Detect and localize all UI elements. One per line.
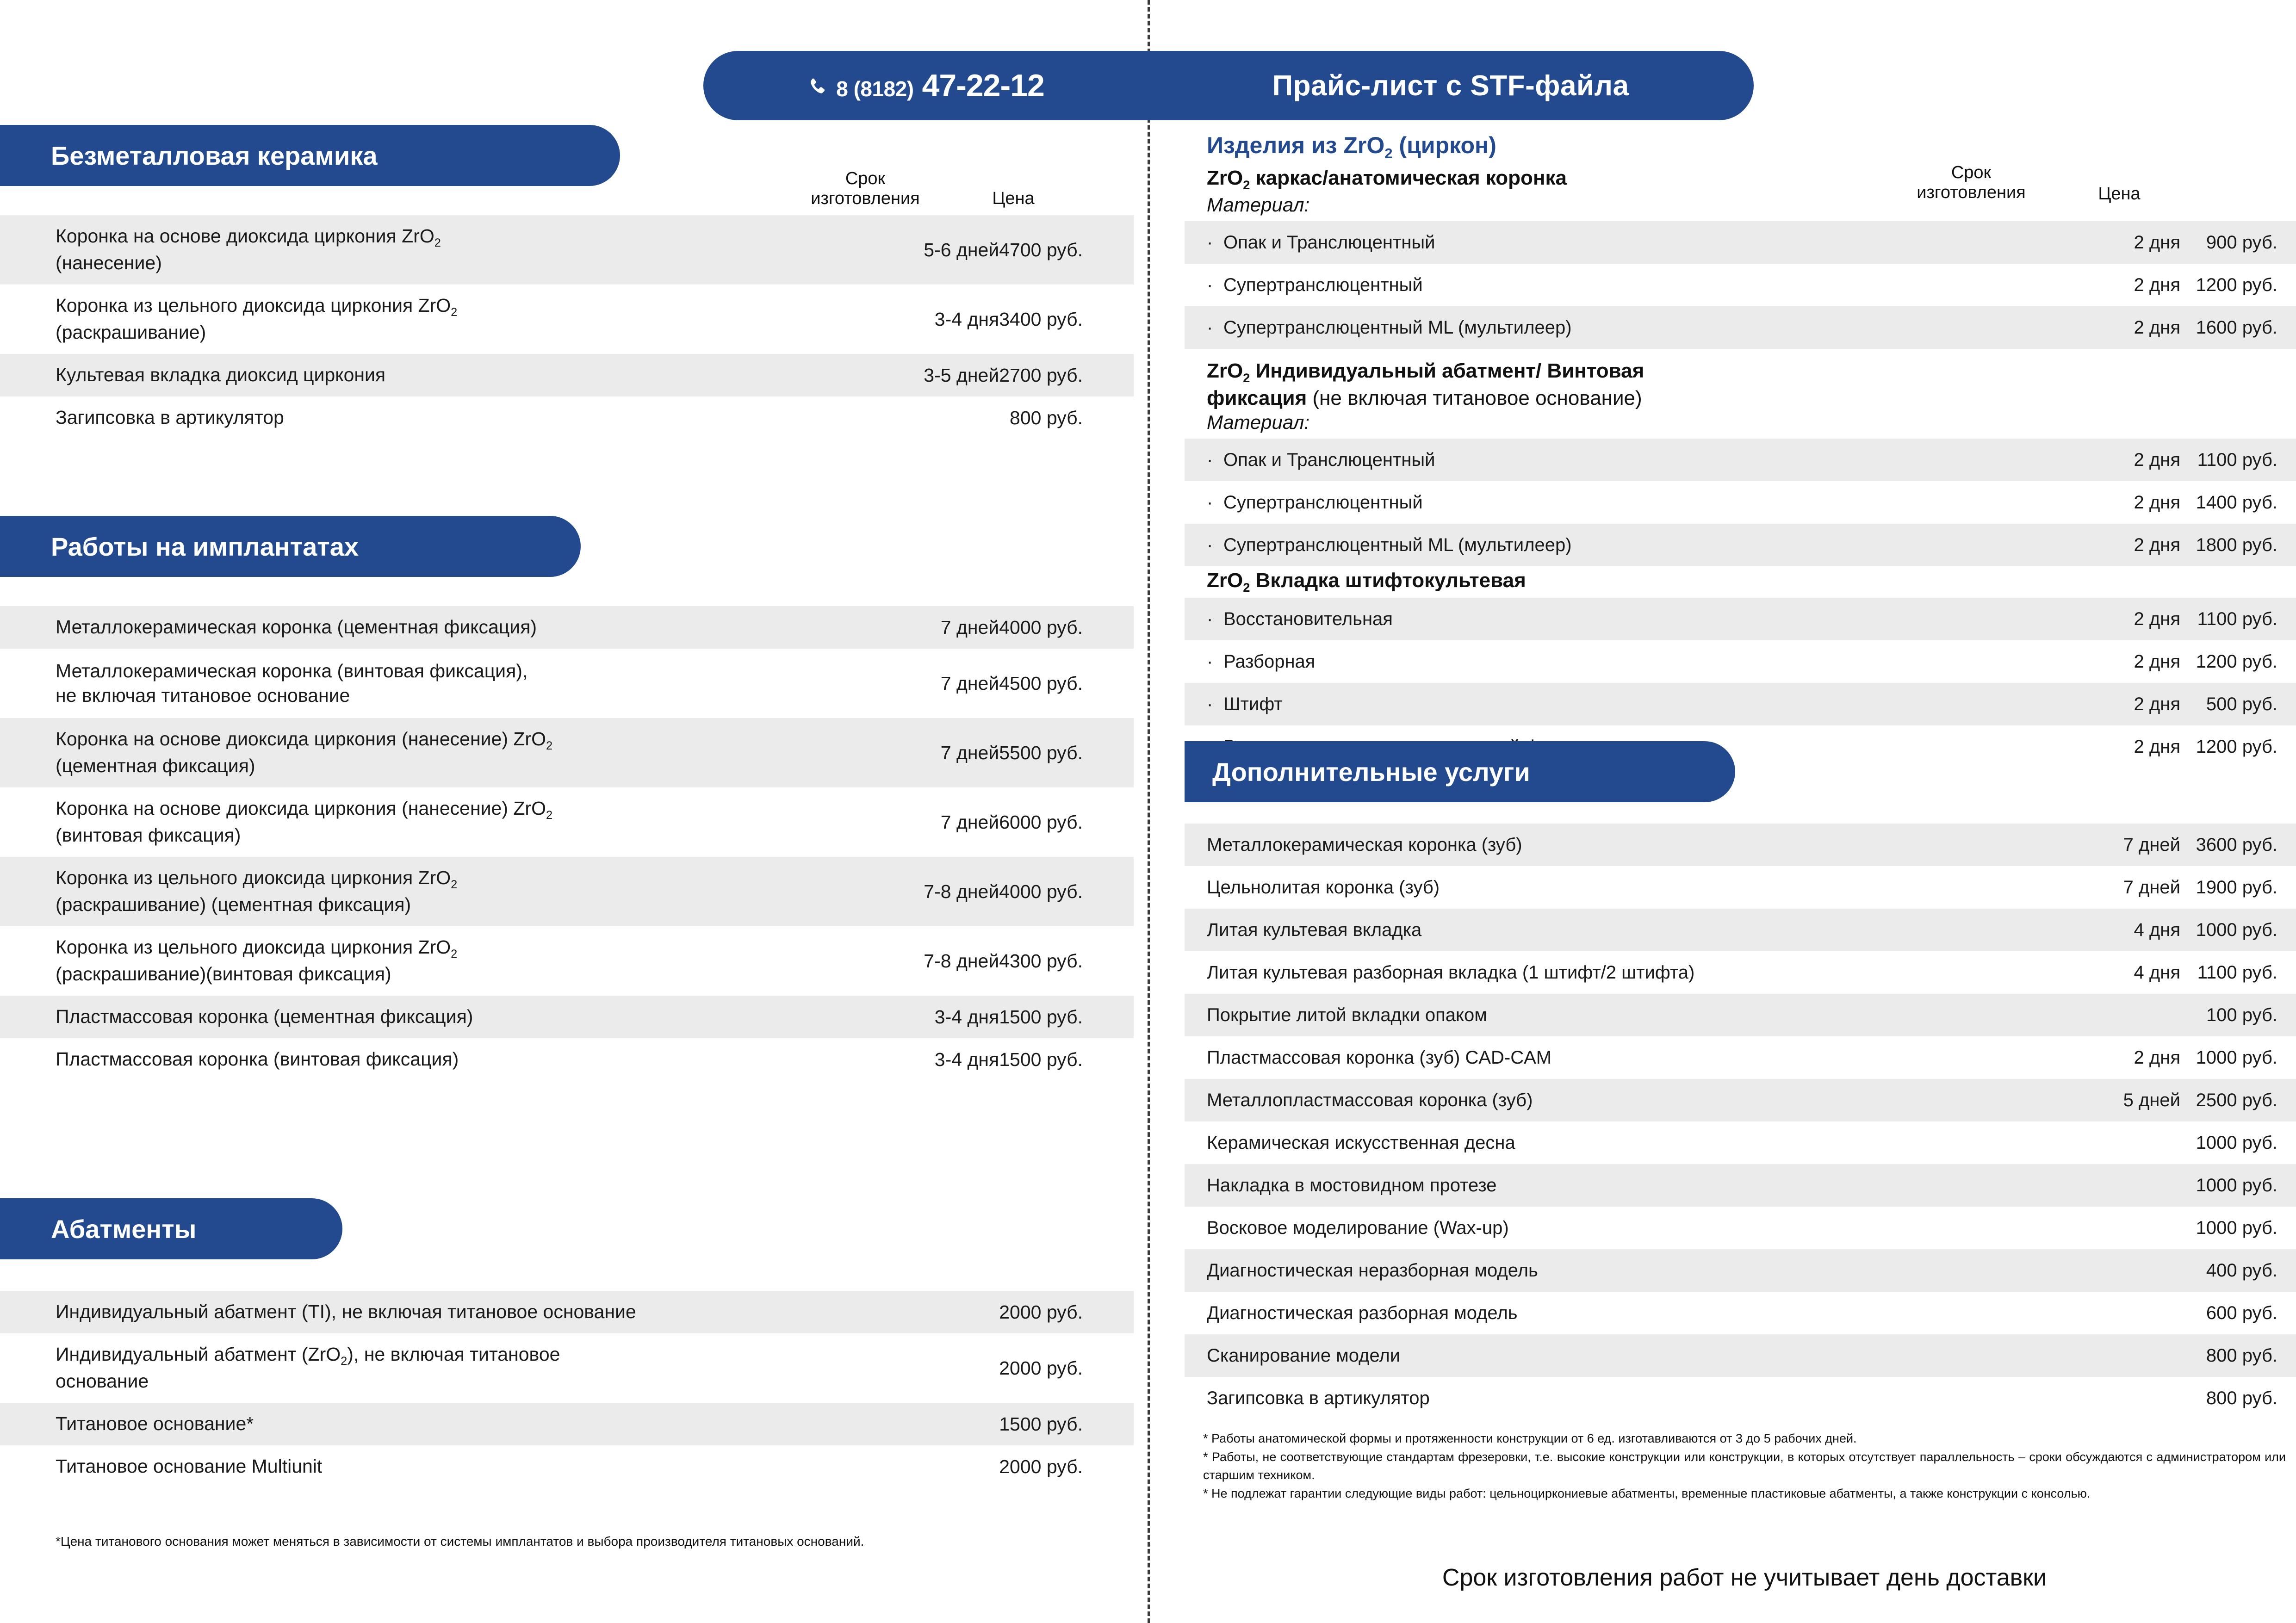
right-column bbox=[1185, 0, 2296, 1623]
page-title: Прайс-лист с STF-файла bbox=[1272, 69, 1629, 102]
row-price: 1200 руб. bbox=[2196, 651, 2277, 672]
row-price: 1000 руб. bbox=[2196, 1217, 2277, 1238]
row-name: Металлокерамическая коронка (зуб) bbox=[1207, 835, 1522, 855]
row-name: Коронка из цельного диоксида циркония ZrO$_2$ (раскрашивание) (цементная фиксация) bbox=[56, 867, 458, 916]
table-row bbox=[0, 926, 1134, 996]
row-term: 2 дня bbox=[2134, 317, 2180, 338]
row-price: 1000 руб. bbox=[2196, 1175, 2277, 1196]
table-row bbox=[0, 718, 1134, 787]
row-name: Загипсовка в артикулятор bbox=[56, 407, 284, 428]
row-name: Пластмассовая коронка (цементная фиксация) bbox=[56, 1006, 473, 1028]
row-price: 6000 руб. bbox=[999, 811, 1083, 833]
zro-group-heading-frame-crown: ZrO$_2$ каркас/анатомическая коронка bbox=[1207, 167, 1567, 192]
row-name: Цельнолитая коронка (зуб) bbox=[1207, 877, 1440, 898]
table-row bbox=[1185, 1121, 2296, 1164]
table-zro-frame-crown bbox=[1185, 221, 2296, 349]
table-row bbox=[1185, 1164, 2296, 1207]
table-row bbox=[0, 1333, 1134, 1403]
row-name: Накладка в мостовидном протезе bbox=[1207, 1175, 1497, 1196]
row-name: Покрытие литой вкладки опаком bbox=[1207, 1005, 1487, 1025]
bullet-icon: · bbox=[1207, 450, 1213, 470]
row-term: 7 дней bbox=[940, 616, 999, 638]
row-term: 2 дня bbox=[2134, 651, 2180, 672]
row-term: 7-8 дней bbox=[924, 880, 999, 902]
table-row bbox=[1185, 306, 2296, 349]
row-price: 1100 руб. bbox=[2197, 449, 2277, 470]
row-price: 500 руб. bbox=[2206, 694, 2277, 714]
row-name: Диагностическая неразборная модель bbox=[1207, 1260, 1538, 1281]
bullet-icon: · bbox=[1207, 232, 1213, 253]
row-term: 4 дня bbox=[2134, 962, 2180, 983]
bullet-icon: · bbox=[1207, 492, 1213, 513]
row-price: 3600 руб. bbox=[2196, 834, 2277, 855]
row-name: · Супертранслюцентный bbox=[1185, 490, 2062, 514]
row-name: · Опак и Транслюцентный bbox=[1185, 230, 2062, 254]
bullet-icon: · bbox=[1207, 609, 1213, 629]
row-price: 1500 руб. bbox=[999, 1413, 1083, 1435]
row-name: Пластмассовая коронка (зуб) CAD-CAM bbox=[1207, 1047, 1552, 1068]
row-term: 2 дня bbox=[2134, 534, 2180, 555]
phone-number: 47-22-12 bbox=[922, 68, 1044, 103]
column-header-term-right: Срок изготовления bbox=[1917, 163, 2026, 202]
section-header-implant-works bbox=[0, 516, 581, 577]
bullet-icon: · bbox=[1207, 651, 1213, 672]
table-zro-individual-abutment bbox=[1185, 439, 2296, 566]
row-price: 600 руб. bbox=[2206, 1302, 2277, 1323]
row-name: Металлокерамическая коронка (винтовая фиксация), не включая титановое основание bbox=[56, 660, 528, 706]
section-title: Безметалловая керамика bbox=[51, 141, 378, 170]
table-row bbox=[0, 996, 1134, 1038]
row-name: · Штифт bbox=[1185, 692, 2062, 716]
table-row bbox=[1185, 994, 2296, 1036]
table-row bbox=[1185, 824, 2296, 866]
zro-group-heading-individual-abutment: ZrO$_2$ Индивидуальный абатмент/ Винтовая фиксация (не включая титановое основание) bbox=[1207, 359, 1644, 409]
row-price: 2500 руб. bbox=[2196, 1090, 2277, 1110]
table-row bbox=[1185, 1334, 2296, 1377]
footnote-item: * Работы анатомической формы и протяженности конструкции от 6 ед. изготавливаются от 3 до 5 рабочих дней. bbox=[1203, 1431, 1857, 1445]
row-price: 5500 руб. bbox=[999, 742, 1083, 763]
row-price: 1000 руб. bbox=[2196, 1047, 2277, 1068]
row-term: 7-8 дней bbox=[924, 950, 999, 972]
table-row bbox=[1185, 640, 2296, 683]
row-price: 2000 руб. bbox=[999, 1301, 1083, 1323]
row-price: 1200 руб. bbox=[2196, 274, 2277, 295]
row-name: Индивидуальный абатмент (ZrO$_2$), не включая титановое основание bbox=[56, 1344, 560, 1392]
row-price: 4500 руб. bbox=[999, 672, 1083, 694]
row-name: · Супертранслюцентный bbox=[1185, 273, 2062, 297]
row-name: Коронка из цельного диоксида циркония ZrO$_2$ (раскрашивание)(винтовая фиксация) bbox=[56, 936, 458, 985]
row-price: 800 руб. bbox=[2206, 1345, 2277, 1366]
material-label: Материал: bbox=[1207, 411, 1310, 433]
row-name: Титановое основание* bbox=[56, 1413, 254, 1435]
table-metal-free-ceramics bbox=[0, 215, 1134, 439]
row-term: 3-4 дня bbox=[934, 308, 999, 330]
row-term: 2 дня bbox=[2134, 449, 2180, 470]
bullet-icon: · bbox=[1207, 317, 1213, 338]
table-row bbox=[1185, 951, 2296, 994]
row-price: 4000 руб. bbox=[999, 616, 1083, 638]
center-dashed-divider bbox=[1148, 0, 1150, 1623]
row-term: 2 дня bbox=[2134, 232, 2180, 253]
row-name: Коронка на основе диоксида циркония (нанесение) ZrO$_2$ (цементная фиксация) bbox=[56, 728, 553, 777]
table-row bbox=[1185, 598, 2296, 640]
footnote-item: * Не подлежат гарантии следующие виды работ: цельноциркониевые абатменты, временные пластиковые абатменты, а также конструкции с консолью. bbox=[1203, 1486, 2091, 1500]
table-row bbox=[0, 649, 1134, 718]
left-column bbox=[0, 0, 1134, 1623]
row-term: 2 дня bbox=[2134, 608, 2180, 629]
row-name: · Супертранслюцентный ML (мультилеер) bbox=[1185, 316, 2062, 340]
row-price: 1500 руб. bbox=[999, 1048, 1083, 1070]
row-name: Титановое основание Multiunit bbox=[56, 1456, 323, 1477]
row-price: 1600 руб. bbox=[2196, 317, 2277, 338]
bullet-icon: · bbox=[1207, 275, 1213, 295]
row-term: 5 дней bbox=[2123, 1090, 2180, 1110]
row-term: 2 дня bbox=[2134, 736, 2180, 757]
row-name: Металлокерамическая коронка (цементная фиксация) bbox=[56, 616, 537, 638]
row-term: 7 дней bbox=[2123, 877, 2180, 898]
row-name: Керамическая искусственная десна bbox=[1207, 1133, 1515, 1153]
row-price: 4000 руб. bbox=[999, 880, 1083, 902]
row-price: 400 руб. bbox=[2206, 1260, 2277, 1281]
row-name: · Супертранслюцентный ML (мультилеер) bbox=[1185, 533, 2062, 557]
row-name: Коронка из цельного диоксида циркония ZrO$_2$ (раскрашивание) bbox=[56, 295, 458, 343]
row-term: 2 дня bbox=[2134, 694, 2180, 714]
table-row bbox=[1185, 264, 2296, 306]
table-row bbox=[0, 857, 1134, 926]
row-term: 5-6 дней bbox=[924, 239, 999, 260]
table-abutments bbox=[0, 1291, 1134, 1488]
row-price: 2000 руб. bbox=[999, 1456, 1083, 1477]
table-row bbox=[0, 1403, 1134, 1445]
zro-products-title: Изделия из ZrO$_2$ (циркон) bbox=[1207, 132, 1496, 161]
table-row bbox=[1185, 1249, 2296, 1292]
row-name: Восковое моделирование (Wax-up) bbox=[1207, 1218, 1509, 1238]
column-header-term-left: Срок изготовления bbox=[811, 169, 920, 208]
table-row bbox=[1185, 1079, 2296, 1121]
section-title: Работы на имплантатах bbox=[51, 532, 359, 561]
bullet-icon: · bbox=[1207, 694, 1213, 714]
table-row bbox=[0, 606, 1134, 649]
table-row bbox=[0, 1291, 1134, 1333]
row-price: 1500 руб. bbox=[999, 1006, 1083, 1028]
row-name: Диагностическая разборная модель bbox=[1207, 1303, 1518, 1323]
row-term: 2 дня bbox=[2134, 274, 2180, 295]
row-price: 800 руб. bbox=[2206, 1388, 2277, 1408]
table-row bbox=[0, 354, 1134, 396]
table-row bbox=[1185, 1292, 2296, 1334]
table-row bbox=[0, 396, 1134, 439]
bullet-icon: · bbox=[1207, 535, 1213, 555]
row-price: 800 руб. bbox=[1010, 407, 1083, 428]
row-term: 2 дня bbox=[2134, 492, 2180, 513]
table-row bbox=[0, 787, 1134, 857]
row-term: 3-4 дня bbox=[934, 1006, 999, 1028]
row-name: Культевая вкладка диоксид циркония bbox=[56, 364, 386, 386]
row-term: 3-4 дня bbox=[934, 1048, 999, 1070]
table-implant-works bbox=[0, 606, 1134, 1081]
table-row bbox=[1185, 1207, 2296, 1249]
right-footnotes bbox=[1203, 1430, 2286, 1503]
closing-statement: Срок изготовления работ не учитывает день доставки bbox=[1442, 1564, 2047, 1591]
phone-area-code: 8 (8182) bbox=[836, 77, 914, 101]
row-name: · Разборная bbox=[1185, 650, 2062, 674]
table-additional-services bbox=[1185, 824, 2296, 1419]
table-row bbox=[0, 285, 1134, 354]
row-name: Коронка на основе диоксида циркония ZrO$_2$ (нанесение) bbox=[56, 225, 441, 274]
section-title: Дополнительные услуги bbox=[1212, 757, 1530, 787]
row-name: · Восстановительная bbox=[1185, 607, 2062, 631]
section-title: Абатменты bbox=[51, 1214, 197, 1244]
table-row bbox=[1185, 221, 2296, 264]
table-row bbox=[1185, 524, 2296, 566]
table-row bbox=[0, 1038, 1134, 1081]
row-price: 4700 руб. bbox=[999, 239, 1083, 260]
row-name: Загипсовка в артикулятор bbox=[1207, 1388, 1430, 1408]
section-header-additional-services bbox=[1185, 741, 1735, 802]
section-header-abutments bbox=[0, 1198, 342, 1259]
row-price: 1800 руб. bbox=[2196, 534, 2277, 555]
row-price: 900 руб. bbox=[2206, 232, 2277, 253]
row-price: 2700 руб. bbox=[999, 364, 1083, 386]
table-row bbox=[1185, 481, 2296, 524]
row-name: · Опак и Транслюцентный bbox=[1185, 448, 2062, 472]
row-term: 3-5 дней bbox=[924, 364, 999, 386]
footnote-item: * Работы, не соответствующие стандартам фрезеровки, т.е. высокие конструкции или конструкции, в которых отсутствует параллельность – сроки обсуждаются с администратором или старшим техником. bbox=[1203, 1450, 2286, 1482]
column-header-price-left: Цена bbox=[992, 189, 1035, 208]
row-term: 2 дня bbox=[2134, 1047, 2180, 1068]
row-name: Сканирование модели bbox=[1207, 1345, 1401, 1366]
zro-group-heading-post-core-inlay: ZrO$_2$ Вкладка штифтокультевая bbox=[1207, 569, 1526, 595]
row-name: Литая культевая разборная вкладка (1 штифт/2 штифта) bbox=[1207, 962, 1695, 983]
row-price: 1400 руб. bbox=[2196, 492, 2277, 513]
table-row bbox=[0, 215, 1134, 285]
abutment-footnote: *Цена титанового основания может меняться в зависимости от системы имплантатов и выбора производителя титановых оснований. bbox=[56, 1534, 864, 1549]
row-price: 3400 руб. bbox=[999, 308, 1083, 330]
table-row bbox=[1185, 1377, 2296, 1419]
material-label: Материал: bbox=[1207, 194, 1310, 216]
table-row bbox=[0, 1445, 1134, 1488]
row-price: 1100 руб. bbox=[2197, 608, 2277, 629]
row-term: 7 дней bbox=[940, 742, 999, 763]
table-row bbox=[1185, 909, 2296, 951]
row-name: Пластмассовая коронка (винтовая фиксация) bbox=[56, 1048, 459, 1070]
row-price: 1000 руб. bbox=[2196, 1132, 2277, 1153]
row-term: 4 дня bbox=[2134, 919, 2180, 940]
row-price: 100 руб. bbox=[2206, 1004, 2277, 1025]
row-price: 2000 руб. bbox=[999, 1357, 1083, 1379]
table-row bbox=[1185, 683, 2296, 725]
row-price: 1100 руб. bbox=[2197, 962, 2277, 983]
row-term: 7 дней bbox=[940, 811, 999, 833]
section-header-metal-free-ceramics bbox=[0, 125, 620, 186]
row-term: 7 дней bbox=[2123, 834, 2180, 855]
row-price: 1000 руб. bbox=[2196, 919, 2277, 940]
row-term: 7 дней bbox=[940, 672, 999, 694]
table-row bbox=[1185, 866, 2296, 909]
row-price: 1200 руб. bbox=[2196, 736, 2277, 757]
table-row bbox=[1185, 439, 2296, 481]
row-name: Литая культевая вкладка bbox=[1207, 920, 1422, 940]
row-price: 4300 руб. bbox=[999, 950, 1083, 972]
row-name: Металлопластмассовая коронка (зуб) bbox=[1207, 1090, 1533, 1110]
column-header-price-right: Цена bbox=[2098, 184, 2141, 204]
row-name: Индивидуальный абатмент (TI), не включая титановое основание bbox=[56, 1301, 636, 1323]
table-row bbox=[1185, 1036, 2296, 1079]
row-price: 1900 руб. bbox=[2196, 877, 2277, 898]
row-name: Коронка на основе диоксида циркония (нанесение) ZrO$_2$ (винтовая фиксация) bbox=[56, 798, 553, 846]
